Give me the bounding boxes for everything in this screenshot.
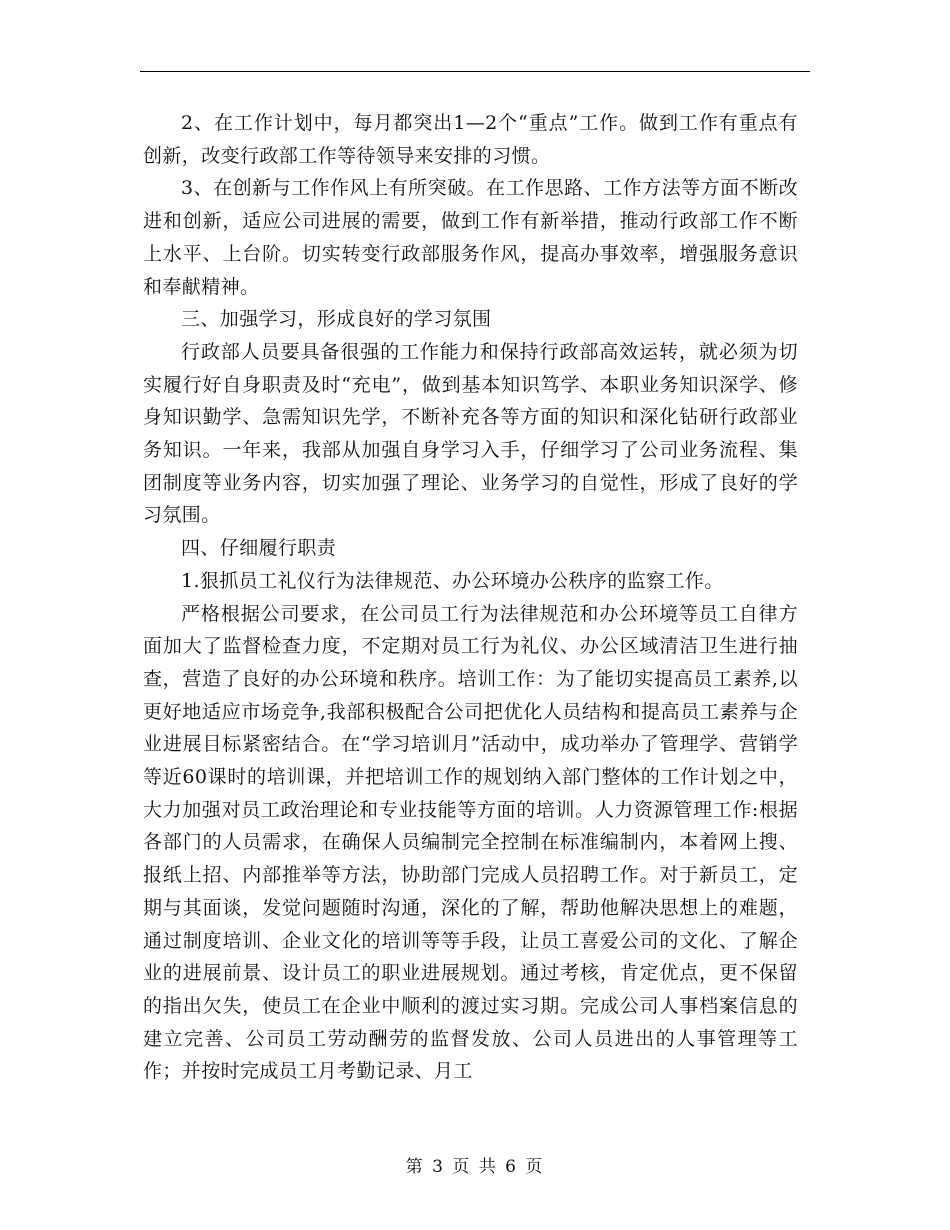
paragraph: 行政部人员要具备很强的工作能力和保持行政部高效运转，就必须为切实履行好自身职责及时“充电”，做到基本知识笃学、本职业务知识深学、修身知识勤学、急需知识先学，不断补充各等方面的知识和深化钻研行政部业务知识。一年来，我部从加强自身学习入手，仔细学习了公司业务流程、集团制度等业务内容，切实加强了理论、业务学习的自觉性，形成了良好的学习氛围。	[143, 340, 798, 527]
paragraph: 2、在工作计划中，每月都突出1—2个“重点”工作。做到工作有重点有创新，改变行政部工作等待领导来安排的习惯。	[143, 112, 798, 167]
paragraph: 三、加强学习，形成良好的学习氛围	[181, 308, 492, 331]
page-footer: 第 3 页 共 6 页	[405, 1157, 545, 1177]
header-divider	[140, 71, 810, 72]
paragraph: 严格根据公司要求，在公司员工行为法律规范和办公环境等员工自律方面加大了监督检查力度，不定期对员工行为礼仪、办公区域清洁卫生进行抽查，营造了良好的办公环境和秩序。培训工作：为了能切实提高员工素养,以更好地适应市场竞争,我部积极配合公司把优化人员结构和提高员工素养与企业进展目标紧密结合。在“学习培训月”活动中，成功举办了管理学、营销学等近60课时的培训课，并把培训工作的规划纳入部门整体的工作计划之中，大力加强对员工政治理论和专业技能等方面的培训。人力资源管理工作:根据各部门的人员需求，在确保人员编制完全控制在标准编制内，本着网上搜、报纸上招、内部推举等方法，协助部门完成人员招聘工作。对于新员工，定期与其面谈，发觉问题随时沟通，深化的了解，帮助他解决思想上的难题，通过制度培训、企业文化的培训等等手段，让员工喜爱公司的文化、了解企业的进展前景、设计员工的职业进展规划。通过考核，肯定优点，更不保留的指出欠失，使员工在企业中顺利的渡过实习期。完成公司人事档案信息的建立完善、公司员工劳动酬劳的监督发放、公司人员进出的人事管理等工作；并按时完成员工月考勤记录、月工	[143, 602, 798, 1083]
paragraph: 四、仔细履行职责	[181, 537, 337, 560]
paragraph: 1.狠抓员工礼仪行为法律规范、办公环境办公秩序的监察工作。	[181, 569, 724, 592]
paragraph: 3、在创新与工作作风上有所突破。在工作思路、工作方法等方面不断改进和创新，适应公司进展的需要，做到工作有新举措，推动行政部工作不断上水平、上台阶。切实转变行政部服务作风，提高办事效率，增强服务意识和奉献精神。	[143, 177, 798, 298]
document-body	[143, 107, 798, 1088]
